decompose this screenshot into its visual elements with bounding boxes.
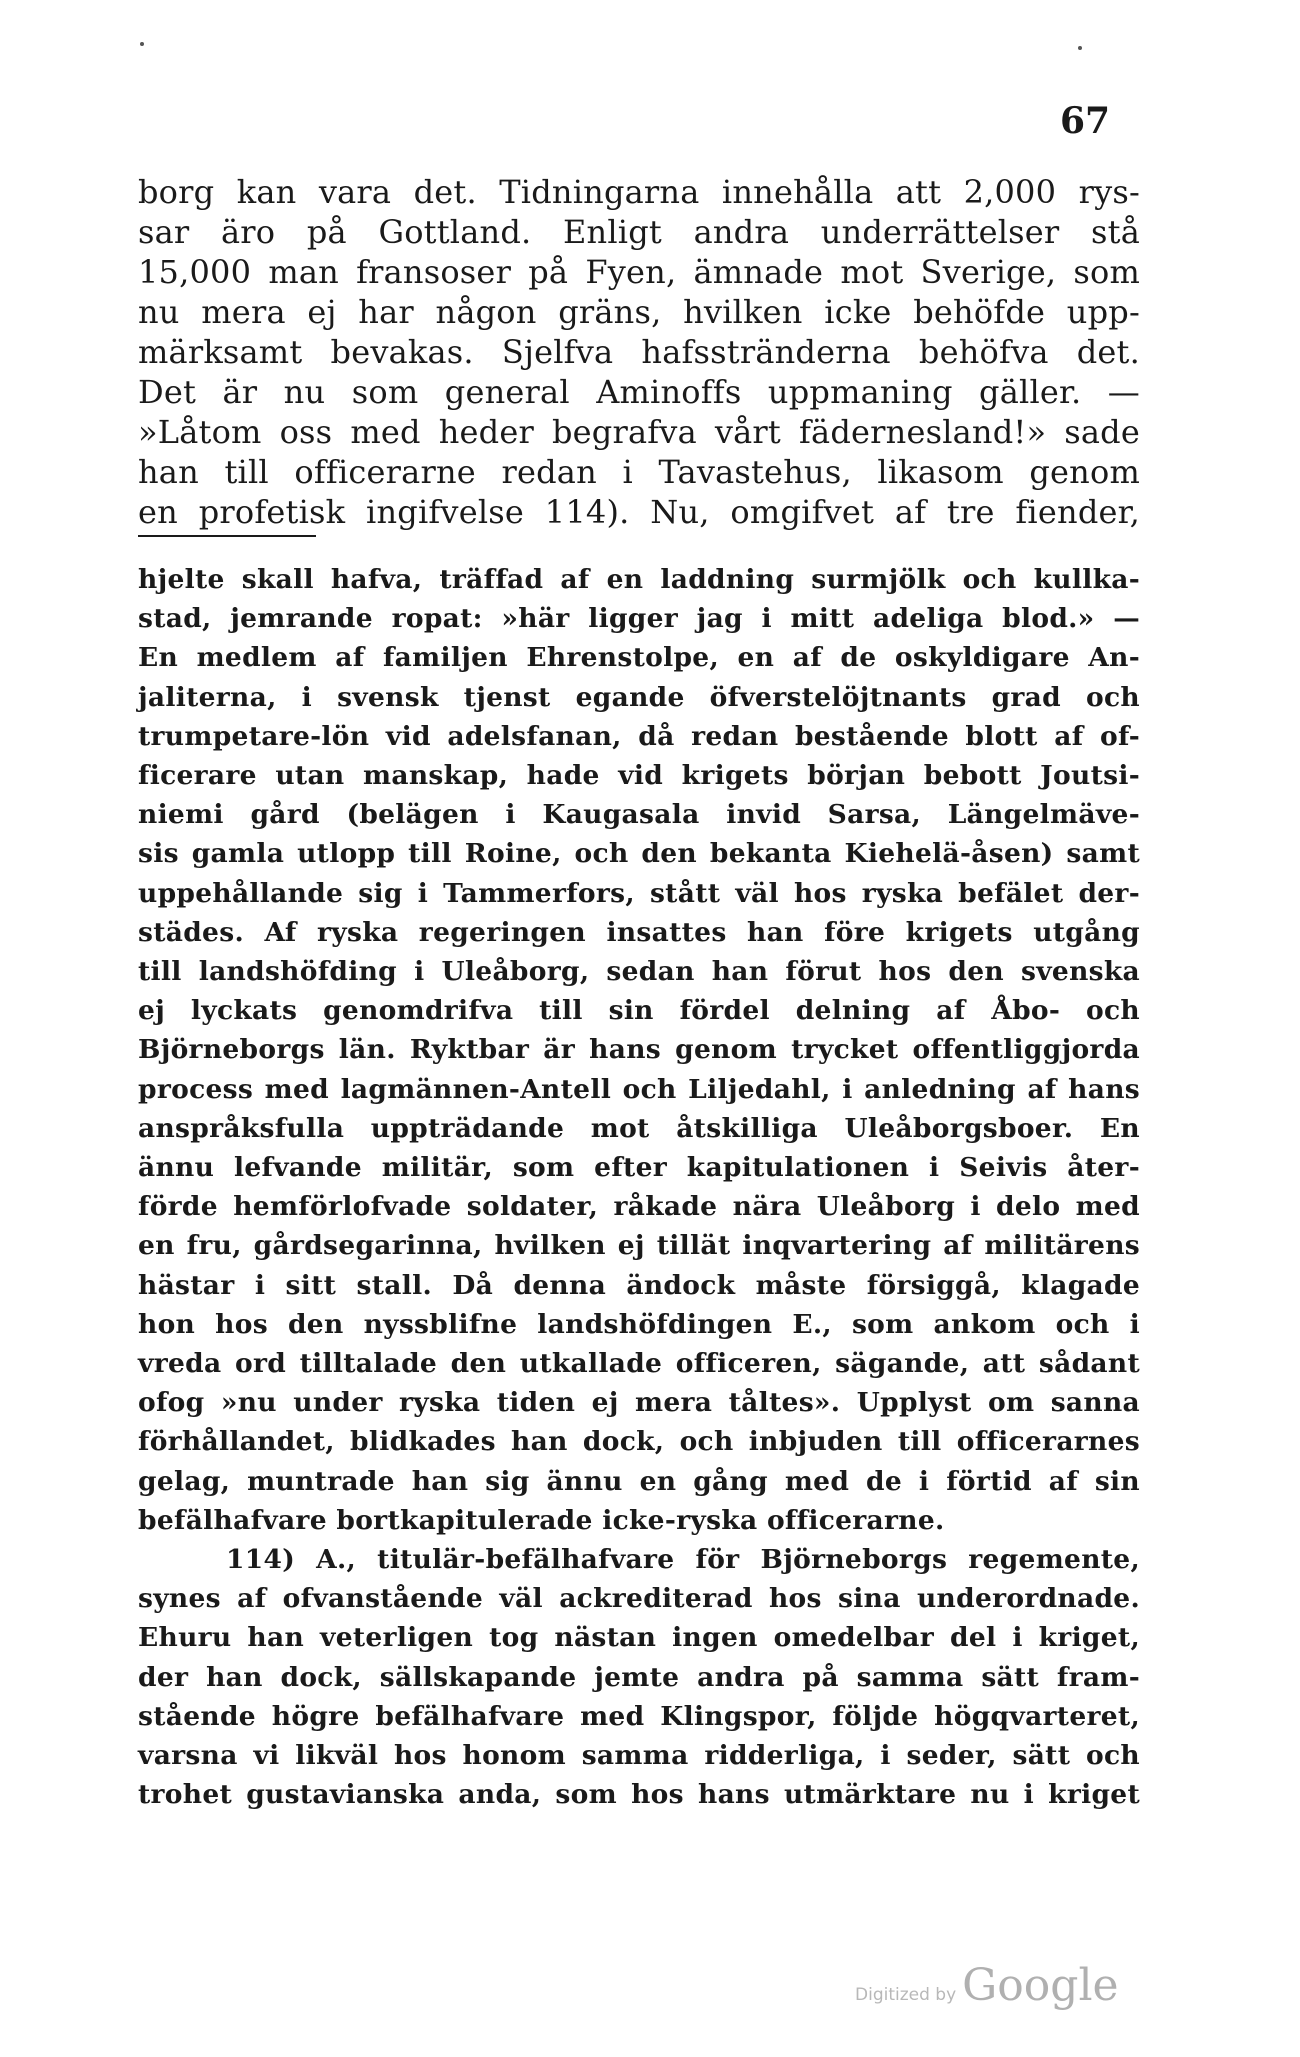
main-text-line: en profetisk ingifvelse 114). Nu, omgifvet af tre fiender,	[138, 493, 1140, 531]
main-text-line: »Låtom oss med heder begrafva vårt fädernesland!» sade	[138, 413, 1140, 451]
footnote-line: varsna vi likväl hos honom samma ridderliga, i seder, sätt och	[138, 1740, 1140, 1772]
footnote-line: uppehållande sig i Tammerfors, stått väl hos ryska befälet der-	[138, 877, 1140, 909]
main-text-line: Det är nu som general Aminoffs uppmaning gäller. —	[138, 373, 1140, 411]
main-text-line: 15,000 man fransoser på Fyen, ämnade mot Sverige, som	[138, 253, 1140, 291]
footnote-continuation	[138, 560, 1140, 1540]
footnote-divider	[138, 535, 316, 537]
footnote-line: hjelte skall hafva, träffad af en laddning surmjölk och kullka-	[138, 564, 1140, 595]
main-text-line: han till officerarne redan i Tavastehus, likasom genom	[138, 453, 1140, 491]
footnote-line: förhållandet, blidkades han dock, och inbjuden till officerarnes	[138, 1426, 1140, 1458]
footnote-line: befälhafvare bortkapitulerade icke-ryska officerarne.	[138, 1504, 945, 1536]
digitized-by-watermark	[855, 1960, 1119, 2011]
footnote-line: förde hemförlofvade soldater, råkade nära Uleåborg i delo med	[138, 1191, 1140, 1223]
watermark-prefix: Digitized by	[855, 1985, 957, 2005]
footnote-line: till landshöfding i Uleåborg, sedan han förut hos den svenska	[138, 956, 1140, 988]
main-text-line: nu mera ej har någon gräns, hvilken icke behöfde upp-	[138, 293, 1140, 331]
footnote-line: ofog »nu under ryska tiden ej mera tåltes». Upplyst om sanna	[138, 1387, 1140, 1419]
footnote-line: En medlem af familjen Ehrenstolpe, en af de oskyldigare An-	[138, 642, 1140, 674]
footnote-line: process med lagmännen-Antell och Liljedahl, i anledning af hans	[138, 1073, 1140, 1105]
footnote-line: niemi gård (belägen i Kaugasala invid Sarsa, Längelmäve-	[138, 799, 1140, 831]
footnote-line: trumpetare-lön vid adelsfanan, då redan bestående blott af of-	[138, 720, 1140, 752]
main-text	[138, 172, 1140, 532]
footnote-line: hästar i sitt stall. Då denna ändock måste försiggå, klagade	[138, 1269, 1140, 1301]
footnote-line: ännu lefvande militär, som efter kapitulationen i Seivis åter-	[138, 1152, 1140, 1184]
footnote-line: städes. Af ryska regeringen insattes han före krigets utgång	[138, 916, 1140, 948]
footnote-line: anspråksfulla uppträdande mot åtskilliga Uleåborgsboer. En	[138, 1112, 1140, 1144]
main-text-line: borg kan vara det. Tidningarna innehålla att 2,000 rys-	[138, 173, 1140, 211]
footnote-line: 114) A., titulär-befälhafvare för Björneborgs regemente,	[226, 1544, 1140, 1576]
footnote-line: hon hos den nyssblifne landshöfdingen E., som ankom och i	[138, 1308, 1140, 1340]
footnote-line: Ehuru han veterligen tog nästan ingen omedelbar del i kriget,	[138, 1622, 1140, 1654]
footnotes	[138, 560, 1140, 1815]
footnote-line: gelag, muntrade han sig ännu en gång med de i förtid af sin	[138, 1465, 1140, 1497]
google-logo: Google	[962, 1960, 1119, 2011]
main-text-line: sar äro på Gottland. Enligt andra underrättelser stå	[138, 213, 1140, 251]
footnote-line: stående högre befälhafvare med Klingspor, följde högqvarteret,	[138, 1700, 1140, 1732]
scan-speck	[1078, 46, 1082, 50]
footnote-line: der han dock, sällskapande jemte andra på samma sätt fram-	[138, 1661, 1140, 1693]
footnote-line: ficerare utan manskap, hade vid krigets början bebott Joutsi-	[138, 760, 1140, 792]
footnote-line: Björneborgs län. Ryktbar är hans genom trycket offentliggjorda	[138, 1034, 1140, 1066]
footnote-line: vreda ord tilltalade den utkallade officeren, sägande, att sådant	[138, 1348, 1140, 1380]
footnote-114	[138, 1540, 1140, 1814]
footnote-line: ej lyckats genomdrifva till sin fördel delning af Åbo- och	[138, 995, 1140, 1027]
scan-speck	[140, 42, 144, 46]
footnote-line: jaliterna, i svensk tjenst egande öfverstelöjtnants grad och	[138, 681, 1140, 713]
footnote-line: stad, jemrande ropat: »här ligger jag i mitt adeliga blod.» —	[138, 603, 1140, 635]
footnote-line: en fru, gårdsegarinna, hvilken ej tillät inqvartering af militärens	[138, 1230, 1140, 1262]
main-text-line: märksamt bevakas. Sjelfva hafsstränderna behöfva det.	[138, 333, 1140, 371]
page-number: 67	[1060, 100, 1111, 142]
footnote-line: sis gamla utlopp till Roine, och den bekanta Kiehelä-åsen) samt	[138, 838, 1140, 870]
footnote-line: synes af ofvanstående väl ackrediterad hos sina underordnade.	[138, 1583, 1140, 1615]
footnote-line: trohet gustavianska anda, som hos hans utmärktare nu i kriget	[138, 1779, 1140, 1811]
